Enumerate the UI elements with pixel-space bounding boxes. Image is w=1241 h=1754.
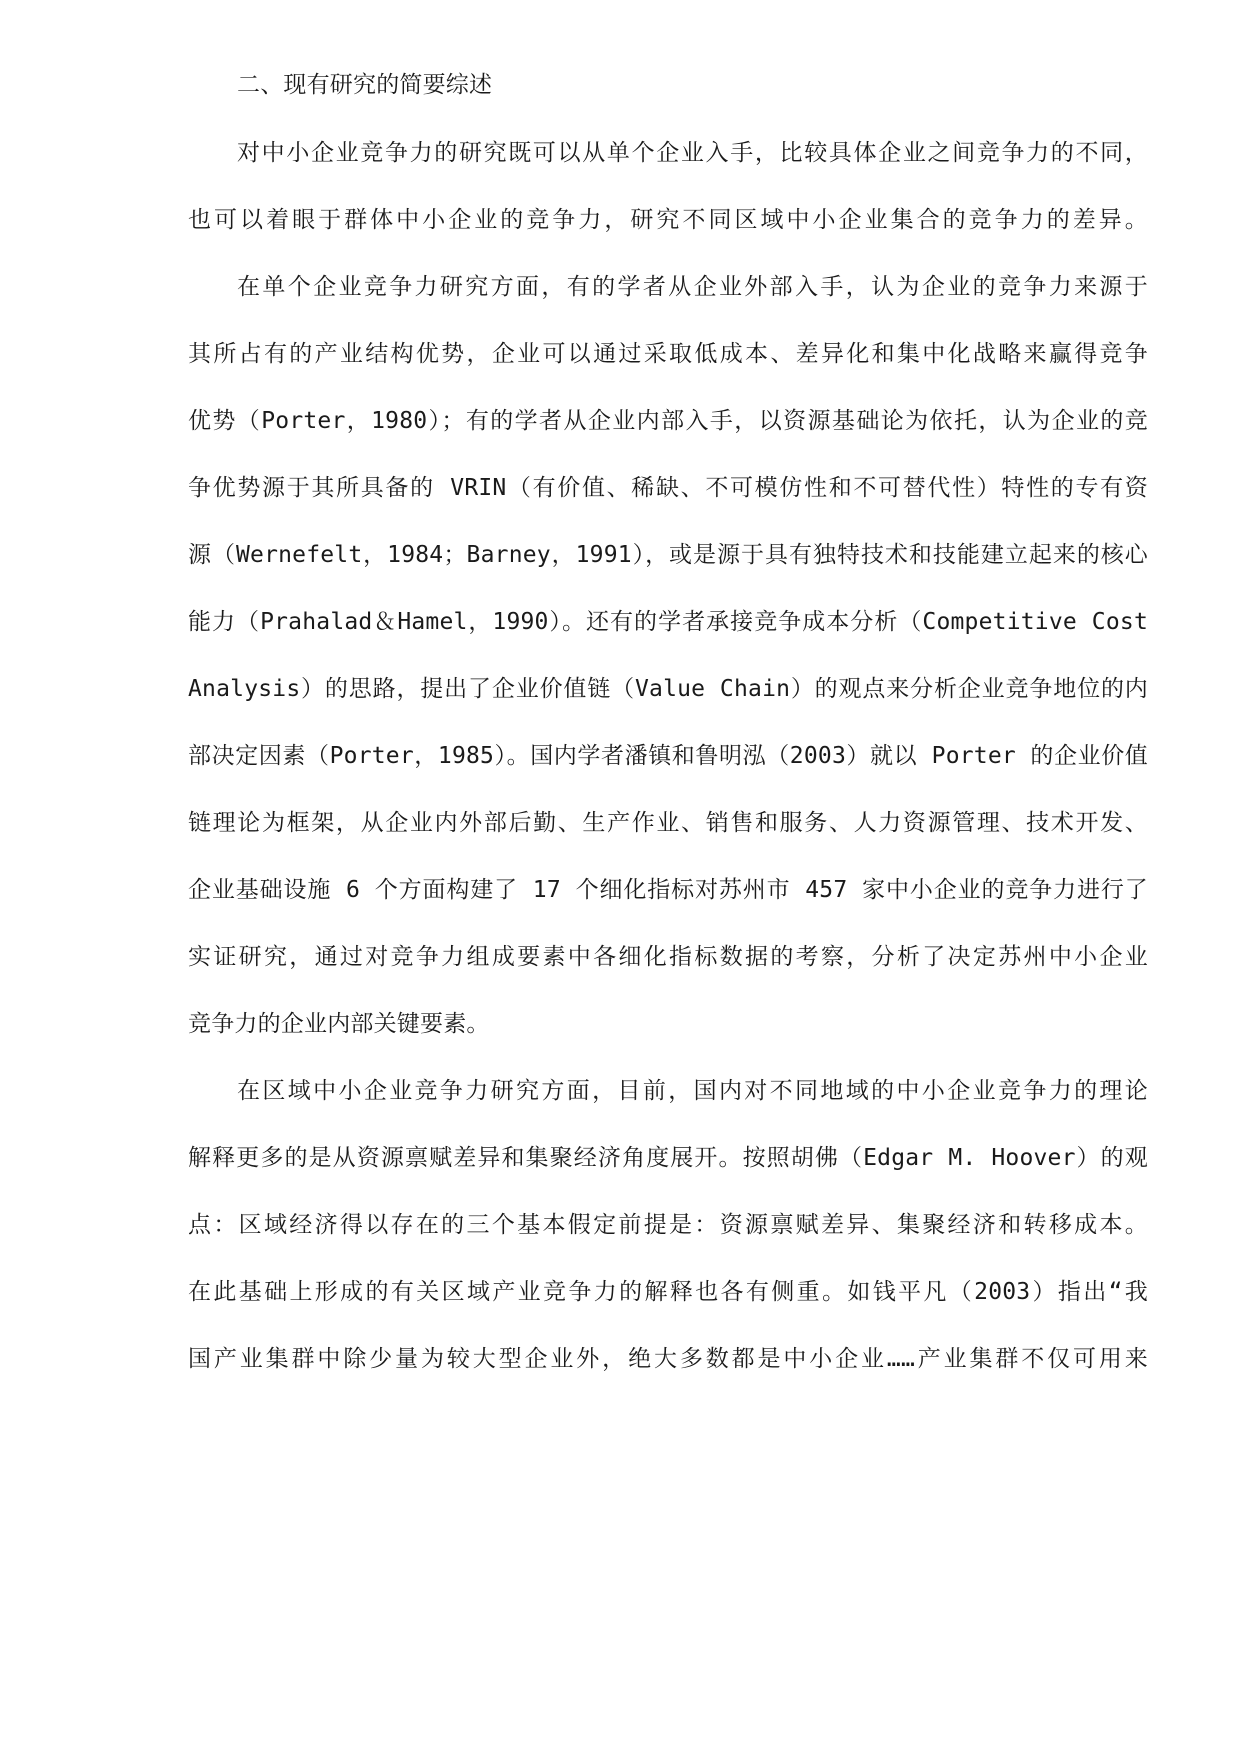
text-line: 对中小企业竞争力的研究既可以从单个企业入手，比较具体企业之间竞争力的不同， [237, 140, 1148, 166]
text-line: 其所占有的产业结构优势，企业可以通过采取低成本、差异化和集中化战略来赢得竞争 [188, 341, 1148, 367]
section-heading: 二、现有研究的简要综述 [237, 72, 493, 98]
text-line: 在区域中小企业竞争力研究方面，目前，国内对不同地域的中小企业竞争力的理论 [237, 1078, 1148, 1104]
text-line: Analysis）的思路，提出了企业价值链（Value Chain）的观点来分析企业竞争地位的内 [188, 676, 1148, 702]
text-line: 在此基础上形成的有关区域产业竞争力的解释也各有侧重。如钱平凡（2003）指出“我 [188, 1279, 1148, 1305]
text-line: 优势（Porter，1980）；有的学者从企业内部入手，以资源基础论为依托，认为企业的竞 [188, 408, 1148, 434]
text-line: 竞争力的企业内部关键要素。 [188, 1011, 490, 1037]
text-line: 解释更多的是从资源禀赋差异和集聚经济角度展开。按照胡佛（Edgar M. Hoover）的观 [188, 1145, 1148, 1171]
text-line: 实证研究，通过对竞争力组成要素中各细化指标数据的考察，分析了决定苏州中小企业 [188, 944, 1148, 970]
text-line: 链理论为框架，从企业内外部后勤、生产作业、销售和服务、人力资源管理、技术开发、 [188, 810, 1148, 836]
text-line: 部决定因素（Porter，1985）。国内学者潘镇和鲁明泓（2003）就以 Porter 的企业价值 [188, 743, 1148, 769]
text-line: 能力（Prahalad＆Hamel，1990）。还有的学者承接竞争成本分析（Competitive Cost [188, 609, 1148, 635]
text-line: 争优势源于其所具备的 VRIN（有价值、稀缺、不可模仿性和不可替代性）特性的专有资 [188, 475, 1148, 501]
text-line: 企业基础设施 6 个方面构建了 17 个细化指标对苏州市 457 家中小企业的竞争力进行了 [188, 877, 1148, 903]
text-line: 源（Wernefelt，1984；Barney，1991），或是源于具有独特技术和技能建立起来的核心 [188, 542, 1148, 568]
text-line: 国产业集群中除少量为较大型企业外，绝大多数都是中小企业……产业集群不仅可用来 [188, 1346, 1148, 1372]
text-line: 点：区域经济得以存在的三个基本假定前提是：资源禀赋差异、集聚经济和转移成本。 [188, 1212, 1148, 1238]
text-line: 在单个企业竞争力研究方面，有的学者从企业外部入手，认为企业的竞争力来源于 [237, 274, 1148, 300]
text-line: 也可以着眼于群体中小企业的竞争力，研究不同区域中小企业集合的竞争力的差异。 [188, 207, 1148, 233]
